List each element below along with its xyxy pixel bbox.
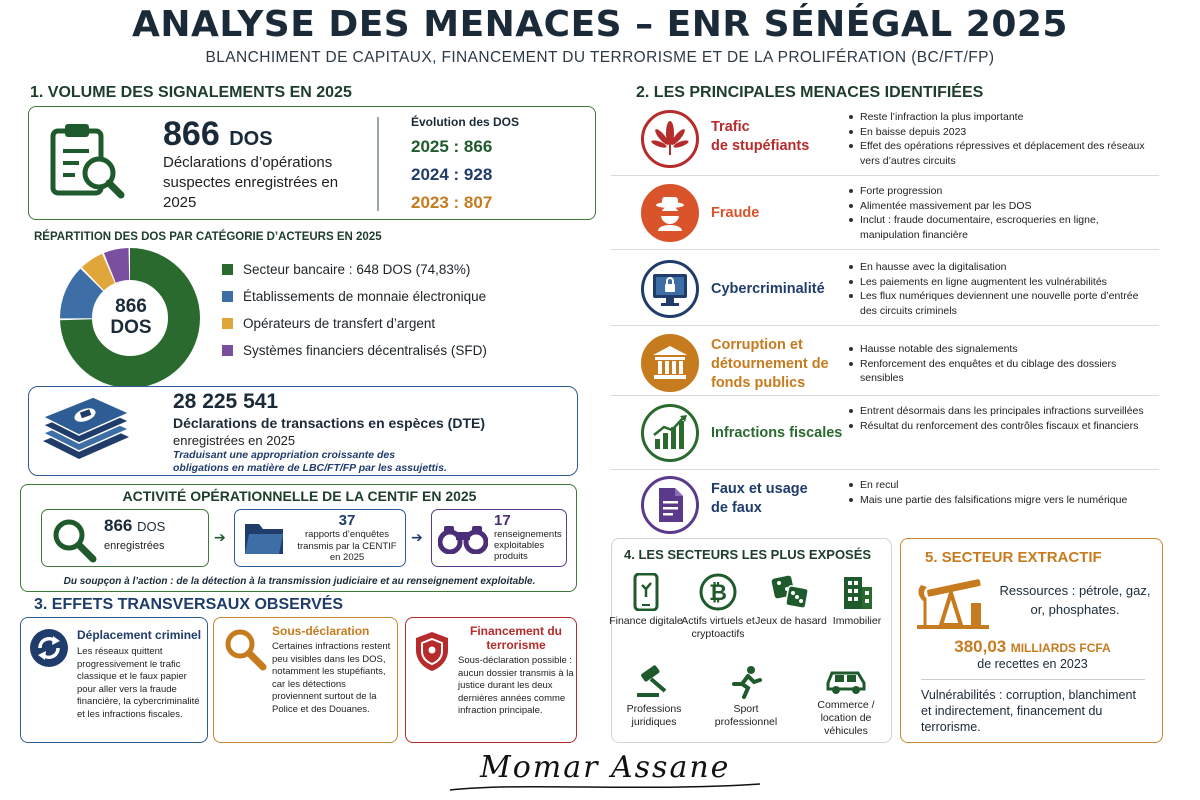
- forged-document-icon: [641, 476, 699, 534]
- sector-real-estate: Immobilier: [820, 573, 894, 628]
- arrow-icon: ➔: [214, 529, 226, 545]
- dte-note: Traduisant une appropriation croissante des obligations en matière de LBC/FT/FP par les assujettis.: [173, 449, 447, 474]
- section3-title: 3. EFFETS TRANSVERSAUX OBSERVÉS: [34, 596, 344, 613]
- volume-card: [28, 106, 596, 220]
- legend-swatch-transfer: [222, 318, 233, 329]
- page-title: ANALYSE DES MENACES – ENR SÉNÉGAL 2025: [132, 4, 1068, 45]
- section1-title: 1. VOLUME DES SIGNALEMENTS EN 2025: [30, 84, 352, 101]
- rising-chart-icon: [641, 404, 699, 462]
- threat-name-tax: Infractions fiscales: [711, 425, 843, 441]
- folder-icon: [243, 520, 285, 556]
- donut-center-label: 866 DOS: [110, 296, 152, 338]
- clipboard-search-icon: [47, 121, 127, 203]
- repartition-legend: [222, 256, 487, 364]
- binoculars-icon: [438, 524, 488, 554]
- section5-title: 5. SECTEUR EXTRACTIF: [925, 549, 1102, 566]
- threat-name-fraud: Fraude: [711, 205, 760, 221]
- threat-row-tax: [611, 398, 1159, 470]
- runner-icon: [729, 665, 763, 699]
- activity-reports-text: 37 rapports d’enquêtes transmis par la CENTIF en 2025: [297, 512, 397, 563]
- section4-title: 4. LES SECTEURS LES PLUS EXPOSÉS: [624, 547, 872, 562]
- car-icon: [824, 665, 868, 695]
- legend-swatch-banking: [222, 264, 233, 275]
- extractive-resources: Ressources : pétrole, gaz, or, phosphates.: [999, 583, 1151, 617]
- svg-text:₿: ₿: [709, 581, 727, 606]
- sector-digital-finance: Finance digitale: [606, 573, 686, 628]
- repartition-title: RÉPARTITION DES DOS PAR CATÉGORIE D’ACTEURS EN 2025: [34, 231, 382, 243]
- activity-title: ACTIVITÉ OPÉRATIONNELLE DE LA CENTIF EN 2025: [122, 488, 477, 504]
- threat-row-corruption: [611, 330, 1159, 396]
- effect-title-underreporting: Sous-déclaration: [272, 624, 370, 638]
- signature: Momar Assane: [440, 748, 770, 798]
- divider: [377, 117, 379, 211]
- extractive-amount-label: de recettes en 2023: [977, 657, 1088, 671]
- legend-item: Systèmes financiers décentralisés (SFD): [222, 337, 487, 364]
- effect-card-displacement: [20, 617, 208, 743]
- sector-legal: Professions juridiques: [614, 665, 694, 729]
- threat-row-fraud: [611, 178, 1159, 250]
- page-subtitle: BLANCHIMENT DE CAPITAUX, FINANCEMENT DU TERRORISME ET DE LA PROLIFÉRATION (BC/FT/FP): [205, 49, 995, 66]
- effect-text-terrorism: Sous-déclaration possible : aucun dossier transmis à la justice durant les deux dernières années comme infraction principale.: [458, 655, 574, 717]
- effect-title-terrorism: Financement du terrorisme: [469, 624, 562, 652]
- building-icon: [840, 573, 874, 611]
- threat-name-cyber: Cybercriminalité: [711, 281, 825, 297]
- threat-bullets-cyber: En hausse avec la digitalisation Les paiements en ligne augmentent les vulnérabilités Les flux numériques deviennent une nouvelle porte d’entrée des circuits criminels: [847, 260, 1151, 318]
- sectors-card: [611, 538, 892, 743]
- effect-card-terrorism: [405, 617, 577, 743]
- threat-row-drugs: [611, 104, 1159, 176]
- threat-row-cyber: [611, 254, 1159, 326]
- sector-vehicles: Commerce / location de véhicules: [806, 665, 886, 738]
- gavel-icon: [635, 665, 673, 699]
- arrow-icon: ➔: [411, 529, 423, 545]
- section2-title: 2. LES PRINCIPALES MENACES IDENTIFIÉES: [636, 84, 984, 101]
- activity-box-reports: [234, 509, 406, 567]
- sector-gambling: Jeux de hasard: [754, 573, 828, 628]
- threat-name-drugs: Trafic de stupéfiants: [711, 119, 810, 154]
- evolution-2023: 2023 : 807: [411, 193, 493, 212]
- effect-text-underreporting: Certaines infractions restent peu visibles dans les DOS, notamment les stupéfiants, car les détections proviennent surtout de la Police et des Douanes.: [272, 641, 391, 715]
- activity-card: [20, 484, 577, 592]
- cannabis-leaf-icon: [641, 110, 699, 168]
- legend-item: Établissements de monnaie électronique: [222, 283, 487, 310]
- legend-item: Opérateurs de transfert d’argent: [222, 310, 487, 337]
- threat-bullets-tax: Entrent désormais dans les principales infractions surveillées Résultat du renforcement des contrôles fiscaux et financiers: [847, 404, 1147, 433]
- threat-bullets-forgery: En recul Mais une partie des falsifications migre vers le numérique: [847, 478, 1147, 507]
- effect-title-displacement: Déplacement criminel: [77, 628, 202, 642]
- legend-item: Secteur bancaire : 648 DOS (74,83%): [222, 256, 487, 283]
- threat-bullets-drugs: Reste l’infraction la plus importante En baisse depuis 2023 Effet des opérations répressives et déplacement des réseaux vers d’autres circuits: [847, 110, 1147, 168]
- evolution-2025: 2025 : 866: [411, 137, 493, 156]
- dos-count: 866 DOS: [163, 115, 273, 153]
- magnifier-icon: [50, 516, 98, 564]
- threat-bullets-fraud: Forte progression Alimentée massivement par les DOS Inclut : fraude documentaire, escroqueries en ligne, manipulation financière: [847, 184, 1147, 242]
- magnifier-icon: [222, 626, 268, 672]
- activity-intel-text: 17 renseignements exploitables produits: [494, 512, 562, 562]
- masked-fraudster-icon: [641, 184, 699, 242]
- legend-swatch-sfd: [222, 345, 233, 356]
- smartphone-money-icon: [633, 573, 659, 611]
- effect-card-underreporting: [213, 617, 398, 743]
- activity-box-intel: [431, 509, 567, 567]
- extractive-amount: 380,03 MILLIARDS FCFA: [954, 637, 1111, 656]
- sector-sport: Sport professionnel: [706, 665, 786, 729]
- public-building-icon: [641, 334, 699, 392]
- activity-footer: Du soupçon à l’action : de la détection à la transmission judiciaire et au renseignement exploitable.: [63, 576, 536, 587]
- activity-box-dos: [41, 509, 209, 567]
- dte-card: [28, 386, 578, 476]
- dte-sub: enregistrées en 2025: [173, 433, 296, 448]
- threat-name-forgery: Faux et usage de faux: [711, 481, 808, 516]
- shield-icon: [414, 630, 450, 672]
- legend-swatch-emoney: [222, 291, 233, 302]
- oil-pumpjack-icon: [913, 571, 993, 631]
- evolution-title: Évolution des DOS: [411, 115, 520, 129]
- effect-text-displacement: Les réseaux quittent progressivement le trafic classique et le faux papier pour aller vers la fraude financière, la cybercriminalité et les infractions fiscales.: [77, 646, 200, 720]
- threat-row-forgery: [611, 472, 1159, 544]
- dice-icon: [771, 573, 811, 611]
- extractive-card: [900, 538, 1163, 743]
- activity-dos-label: enregistrées: [104, 540, 165, 552]
- threat-name-corruption: Corruption et détournement de fonds publics: [711, 337, 829, 391]
- dte-number: 28 225 541: [173, 390, 279, 413]
- threat-bullets-corruption: Hausse notable des signalements Renforcement des enquêtes et du ciblage des dossiers sensibles: [847, 342, 1147, 386]
- dte-label: Déclarations de transactions en espèces (DTE): [173, 415, 485, 431]
- activity-dos-count: 866 DOS: [104, 516, 166, 535]
- cash-stack-icon: [37, 395, 133, 463]
- dos-description: Déclarations d’opérations suspectes enregistrées en 2025: [163, 154, 339, 211]
- computer-lock-icon: [641, 260, 699, 318]
- extractive-vulnerabilities: Vulnérabilités : corruption, blanchiment et indirectement, financement du terrorisme.: [921, 688, 1136, 734]
- sector-crypto: ₿ Actifs virtuels et cryptoactifs: [678, 573, 758, 641]
- bitcoin-icon: [699, 573, 737, 611]
- divider: [921, 679, 1145, 680]
- evolution-2024: 2024 : 928: [411, 165, 493, 184]
- cycle-arrows-icon: [29, 628, 69, 668]
